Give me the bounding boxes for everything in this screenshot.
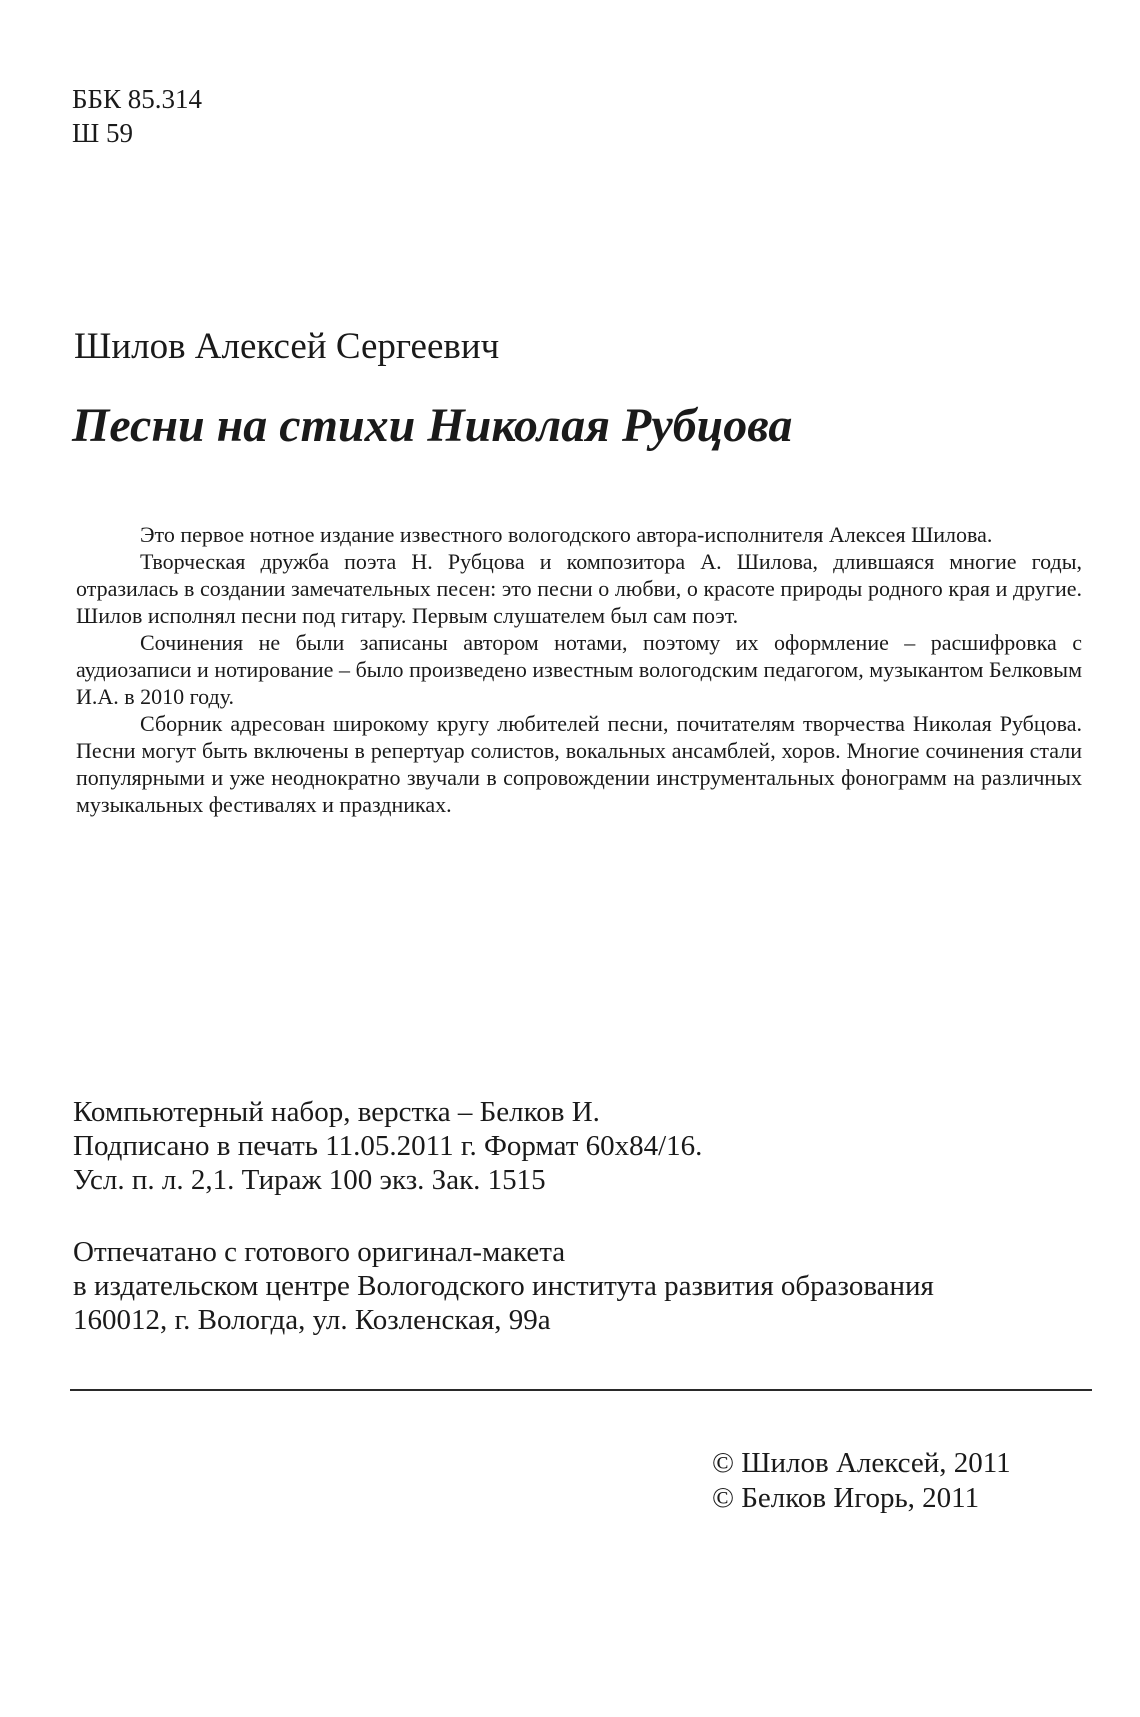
imprint-block bbox=[73, 1095, 702, 1197]
printer-block bbox=[73, 1235, 934, 1337]
print-specs: Усл. п. л. 2,1. Тираж 100 экз. Зак. 1515 bbox=[73, 1164, 546, 1196]
abstract-paragraph: Творческая дружба поэта Н. Рубцова и композитора А. Шилова, длившаяся многие годы, отразилась в создании замечательных песен: это песни о любви, о красоте природы родного края и другие. Шилов исполнял песни под гитару. Первым слушателем был сам поэт. bbox=[76, 549, 1082, 628]
print-signed-info: Подписано в печать 11.05.2011 г. Формат 60x84/16. bbox=[73, 1130, 703, 1162]
printer-line: в издательском центре Вологодского института развития образования bbox=[73, 1270, 934, 1302]
abstract bbox=[76, 521, 1082, 818]
typesetting-credit: Компьютерный набор, верстка – Белков И. bbox=[73, 1096, 600, 1128]
copyright-line: © Шилов Алексей, 2011 bbox=[712, 1447, 1011, 1479]
copyright-block bbox=[712, 1446, 1011, 1516]
book-title: Песни на стихи Николая Рубцова bbox=[72, 399, 793, 452]
classification-block bbox=[72, 82, 202, 150]
printer-address: 160012, г. Вологда, ул. Козленская, 99а bbox=[73, 1304, 551, 1336]
author-mark: Ш 59 bbox=[72, 118, 133, 148]
abstract-paragraph: Сборник адресован широкому кругу любителей песни, почитателям творчества Николая Рубцова. Песни могут быть включены в репертуар солистов, вокальных ансамблей, хоров. Многие сочинения стали популярными и уже неоднократно звучали в сопровождении инструментальных фонограмм на различных музыкальных фестивалях и праздниках. bbox=[76, 711, 1082, 817]
divider-line bbox=[70, 1389, 1092, 1391]
author-name: Шилов Алексей Сергеевич bbox=[74, 326, 500, 367]
abstract-paragraph: Это первое нотное издание известного вологодского автора-исполнителя Алексея Шилова. bbox=[140, 522, 993, 547]
copyright-line: © Белков Игорь, 2011 bbox=[712, 1482, 980, 1514]
abstract-paragraph: Сочинения не были записаны автором нотами, поэтому их оформление – расшифровка с аудиозаписи и нотирование – было произведено известным вологодским педагогом, музыкантом Белковым И.А. в 2010 году. bbox=[76, 630, 1082, 709]
printer-line: Отпечатано с готового оригинал-макета bbox=[73, 1236, 566, 1268]
bbk-code: ББК 85.314 bbox=[72, 84, 203, 114]
